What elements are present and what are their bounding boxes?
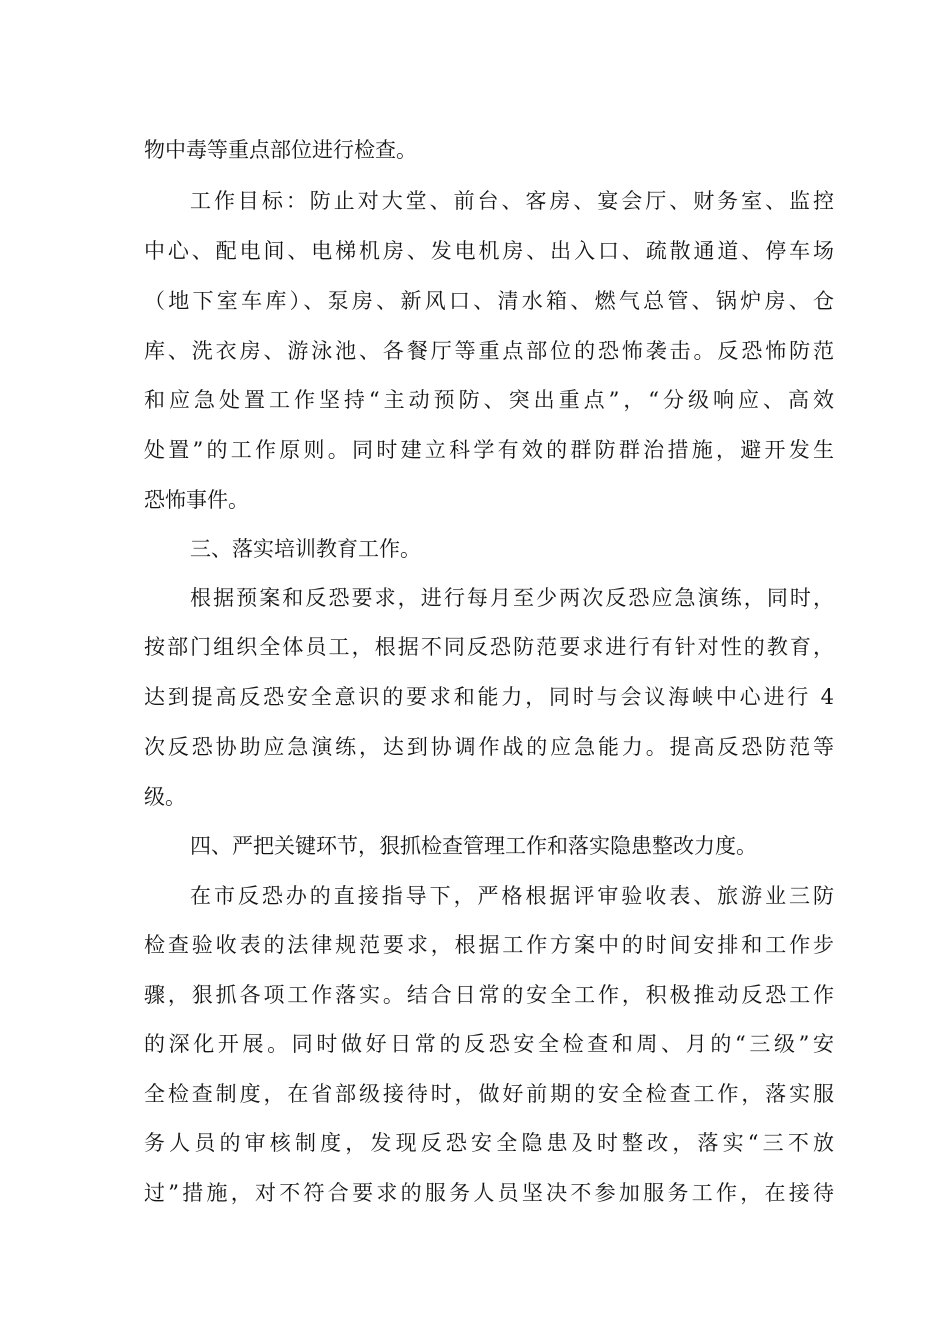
text-line: 务人员的审核制度，发现反恐安全隐患及时整改，落实“三不放 xyxy=(144,1131,834,1155)
text-line: 库、洗衣房、游泳池、各餐厅等重点部位的恐怖袭击。反恐怖防范 xyxy=(144,339,834,363)
paragraph-start-line: 工作目标：防止对大堂、前台、客房、宴会厅、财务室、监控 xyxy=(190,189,834,213)
text-line: 中心、配电间、电梯机房、发电机房、出入口、疏散通道、停车场 xyxy=(144,239,834,263)
text-line: 级。 xyxy=(144,785,186,809)
section-heading: 三、落实培训教育工作。 xyxy=(190,537,421,561)
text-line: （地下室车库）、泵房、新风口、清水箱、燃气总管、锅炉房、仓 xyxy=(144,289,834,313)
paragraph-start-line: 根据预案和反恐要求，进行每月至少两次反恐应急演练，同时， xyxy=(190,586,834,610)
text-line: 达到提高反恐安全意识的要求和能力，同时与会议海峡中心进行 4 xyxy=(144,685,834,709)
text-line: 全检查制度，在省部级接待时，做好前期的安全检查工作，落实服 xyxy=(144,1082,834,1106)
text-line: 恐怖事件。 xyxy=(144,488,249,512)
text-line: 骤，狠抓各项工作落实。结合日常的安全工作，积极推动反恐工作 xyxy=(144,983,834,1007)
text-line: 次反恐协助应急演练，达到协调作战的应急能力。提高反恐防范等 xyxy=(144,735,834,759)
text-line: 过”措施，对不符合要求的服务人员坚决不参加服务工作，在接待 xyxy=(144,1181,834,1205)
text-line: 处置”的工作原则。同时建立科学有效的群防群治措施，避开发生 xyxy=(144,438,834,462)
text-line: 和应急处置工作坚持“主动预防、突出重点”，“分级响应、高效 xyxy=(144,388,834,412)
text-line: 检查验收表的法律规范要求，根据工作方案中的时间安排和工作步 xyxy=(144,933,834,957)
section-heading: 四、严把关键环节，狠抓检查管理工作和落实隐患整改力度。 xyxy=(190,834,757,858)
paragraph-start-line: 在市反恐办的直接指导下，严格根据评审验收表、旅游业三防 xyxy=(190,884,834,908)
text-line: 的深化开展。同时做好日常的反恐安全检查和周、月的“三级”安 xyxy=(144,1032,834,1056)
text-line: 物中毒等重点部位进行检查。 xyxy=(144,138,417,162)
text-line: 按部门组织全体员工，根据不同反恐防范要求进行有针对性的教育， xyxy=(144,635,834,659)
